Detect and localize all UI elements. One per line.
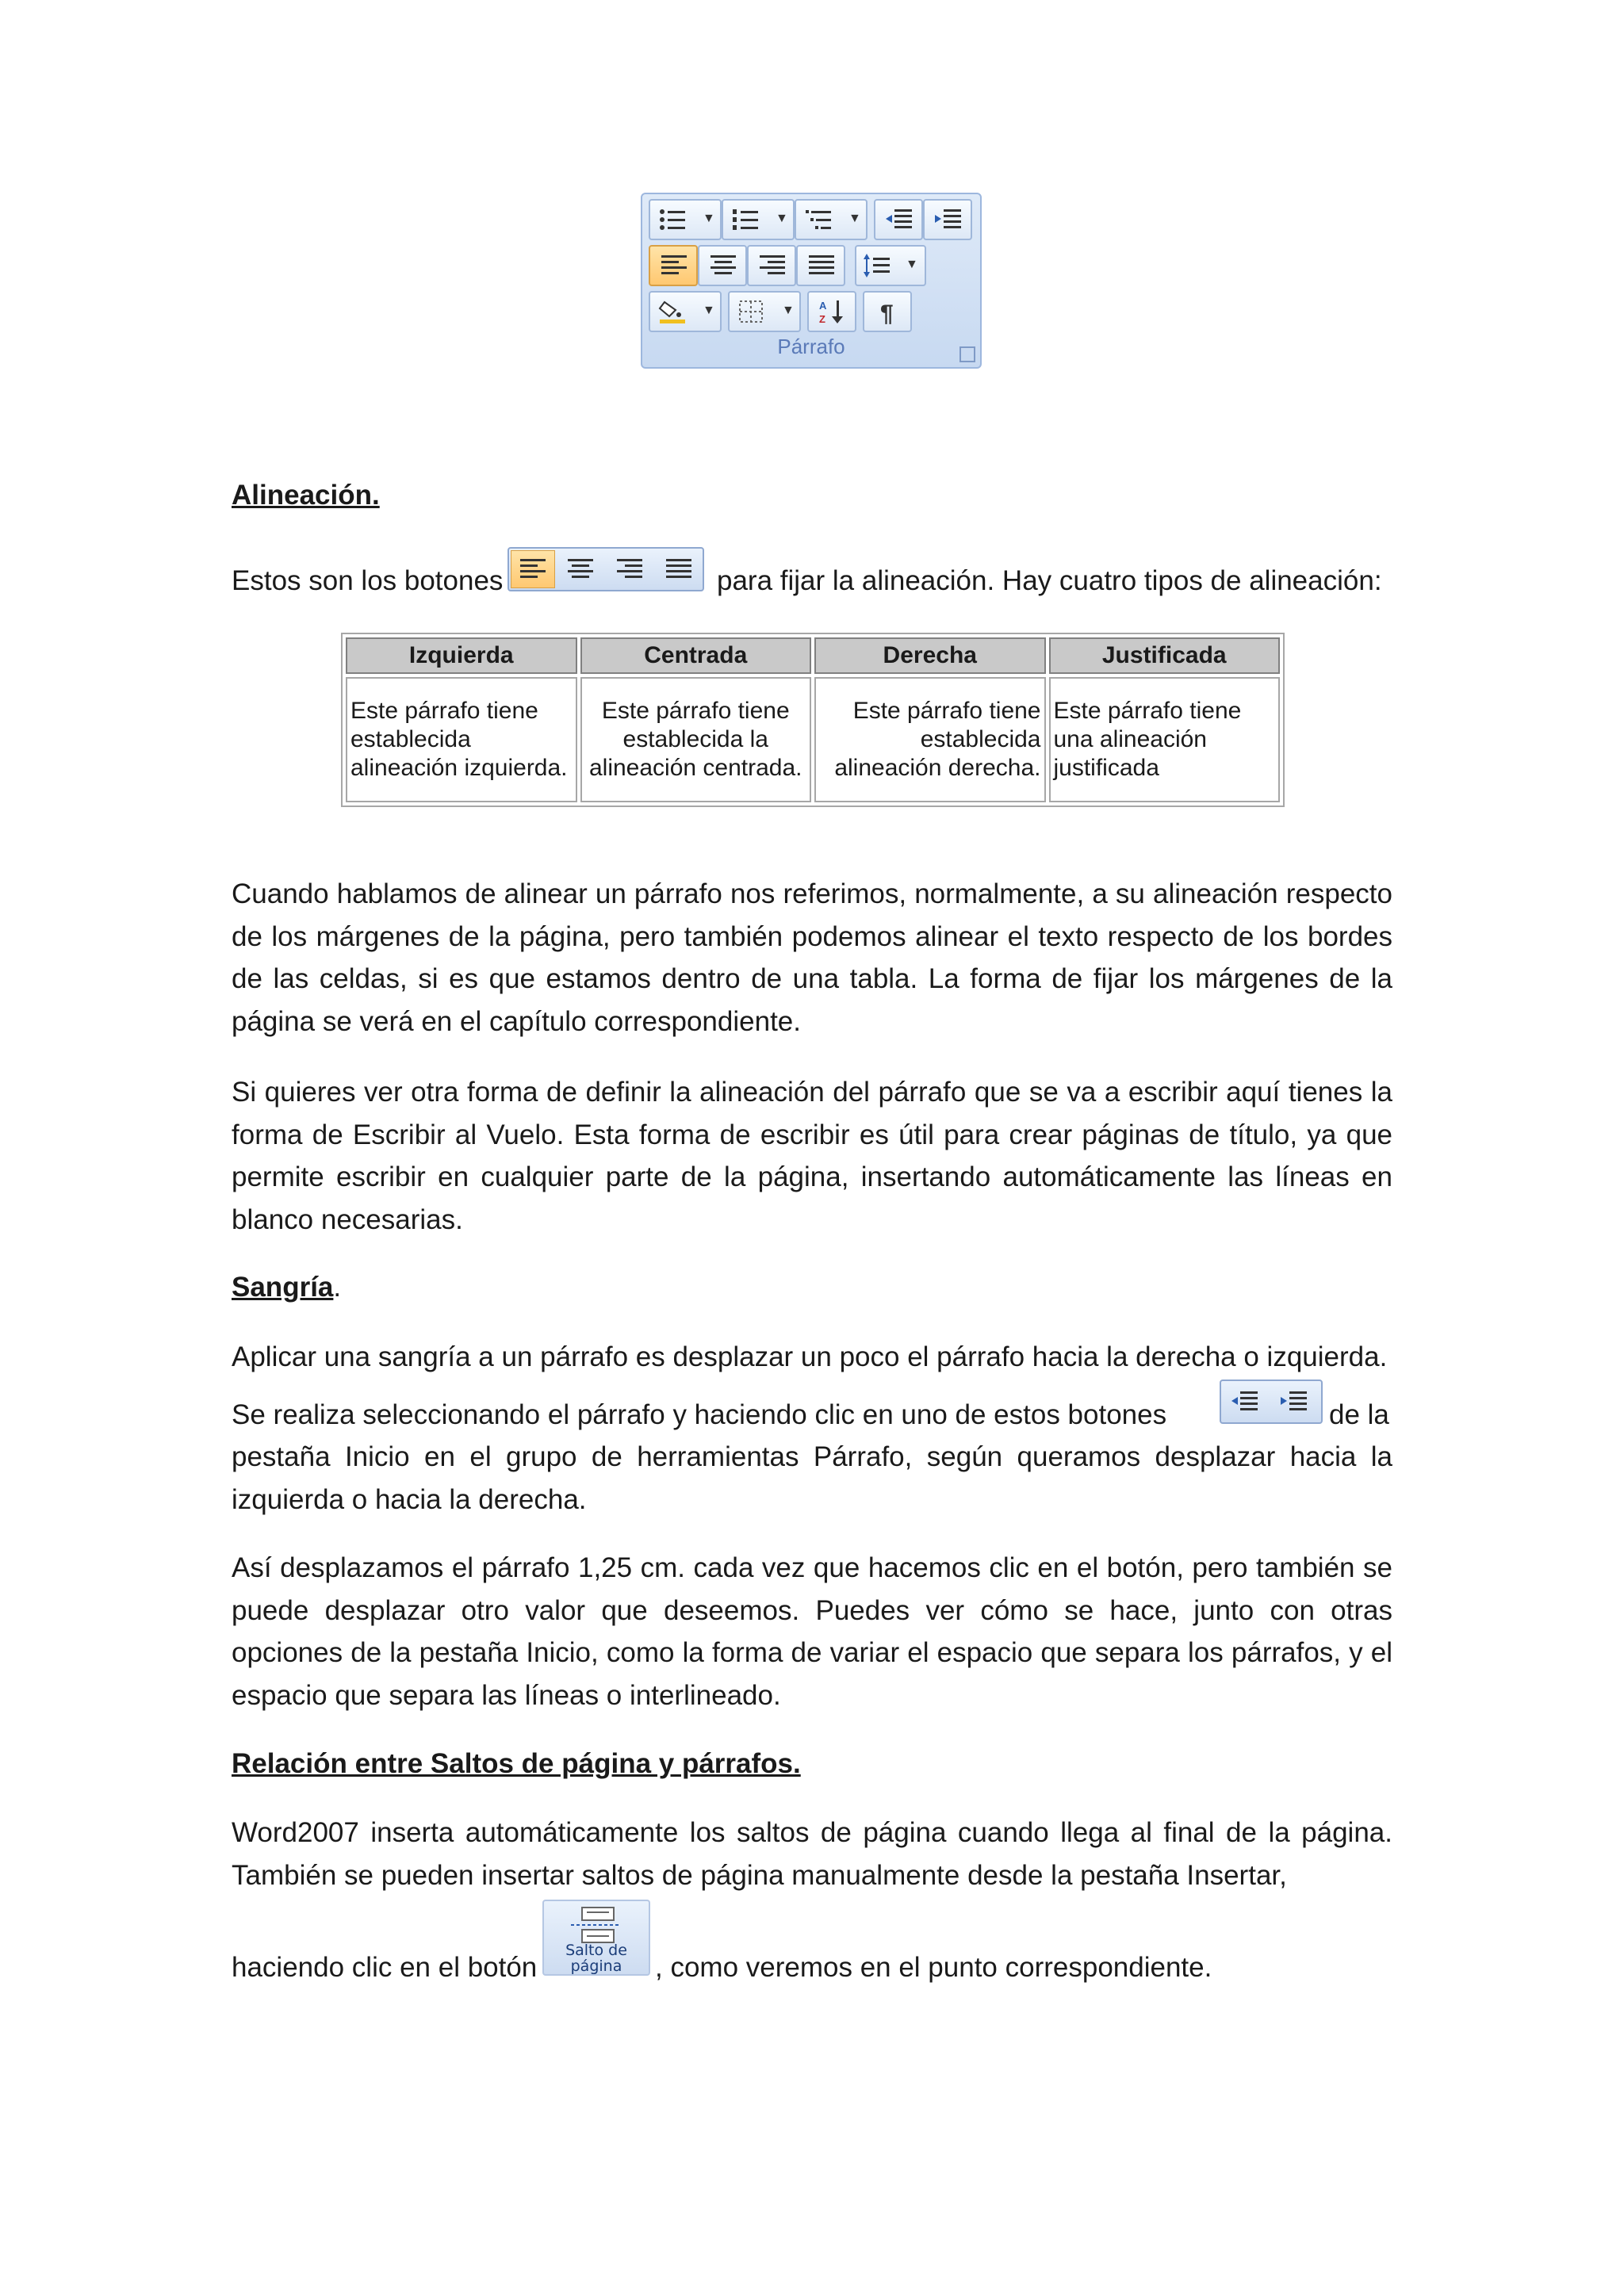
alignment-intro-before: Estos son los botones [232,565,504,596]
svg-text:A: A [819,300,827,312]
table-header: Derecha [814,637,1046,674]
heading-indent-text: Sangría [232,1272,334,1303]
borders-button[interactable] [728,291,801,332]
multilevel-list-icon [804,207,833,232]
heading-indent [232,1266,1392,1309]
table-header: Centrada [580,637,812,674]
bullets-button[interactable] [649,199,722,240]
ribbon-group-label: Párrafo [777,335,845,358]
table-cell-center: Este párrafo tiene establecida la alineación centrada. [580,677,812,802]
page-break-label-line-1: Salto de [565,1942,627,1959]
indent-buttons-image [1220,1380,1323,1424]
paragraph: Si quieres ver otra forma de definir la alineación del párrafo que se va a escribir aquí tienes la forma de Escribir al Vuelo. Esta forma de escribir es útil para crear páginas de título, ya que permite escribir en cualquier parte de la página, insertando automáticamente las líneas en blanco necesarias. [232,1077,1392,1235]
chevron-down-icon: ▼ [848,212,861,225]
shading-button[interactable] [649,291,722,332]
indent-text-after-icon: de la [1329,1399,1389,1430]
heading-page-breaks: Relación entre Saltos de página y párrafos. [232,1748,801,1779]
align-right-icon [615,557,644,582]
align-center-icon [566,557,595,582]
align-right-icon [758,253,787,278]
dialog-launcher-icon[interactable] [959,346,975,362]
line-spacing-button[interactable] [855,245,926,286]
table-header: Izquierda [346,637,577,674]
borders-icon [737,299,766,324]
sort-az-icon [818,299,847,324]
paint-bucket-icon [658,299,687,324]
table-cell-left: Este párrafo tiene establecida alineación izquierda. [346,677,577,802]
chevron-down-icon: ▼ [776,212,788,225]
justify-icon [665,557,693,582]
align-left-icon [660,253,688,278]
increase-indent-button[interactable] [923,199,972,240]
show-formatting-button[interactable] [863,291,912,332]
paragraph: pestaña Inicio en el grupo de herramientas Párrafo, según queramos desplazar hacia la izquierda o hacia la derecha. [232,1441,1392,1515]
increase-indent-icon [934,207,963,232]
alignment-buttons-image [508,547,704,591]
decrease-indent-icon [885,207,914,232]
chevron-down-icon: ▼ [782,304,795,317]
alignment-types-table [341,633,1285,807]
multilevel-list-button[interactable] [795,199,868,240]
page-break-text-after: , como veremos en el punto correspondiente. [655,1952,1212,1983]
page-break-text-before: haciendo clic en el botón [232,1952,538,1983]
chevron-down-icon: ▼ [906,258,918,271]
heading-alignment: Alineación. [232,480,380,511]
align-left-icon [519,557,547,582]
svg-text:¶: ¶ [880,300,894,324]
align-left-button[interactable] [649,245,698,286]
paragraph: Aplicar una sangría a un párrafo es desplazar un poco el párrafo hacia la derecha o izquierda. [232,1341,1388,1372]
justify-icon [807,253,836,278]
pilcrow-icon [874,299,902,324]
sort-button[interactable] [807,291,856,332]
decrease-indent-icon [1231,1389,1259,1414]
decrease-indent-button[interactable] [874,199,923,240]
line-spacing-icon [863,253,891,278]
page-break-label-line-2: página [570,1957,622,1975]
page-break-icon [568,1906,623,1944]
alignment-intro-after: para fijar la alineación. Hay cuatro tipos de alineación: [717,565,1382,596]
page-break-button-label [544,1942,649,1974]
table-cell-justify: Este párrafo tiene una alineación justificada [1049,677,1281,802]
chevron-down-icon: ▼ [703,304,715,317]
paragraph-ribbon-group [641,193,982,369]
increase-indent-icon [1280,1389,1308,1414]
align-center-icon [709,253,737,278]
svg-text:Z: Z [819,313,825,324]
paragraph: Word2007 inserta automáticamente los saltos de página cuando llega al final de la página. También se pueden insertar saltos de página manualmente desde la pestaña Insertar, [232,1817,1392,1891]
table-header: Justificada [1049,637,1281,674]
chevron-down-icon: ▼ [703,212,715,225]
paragraph: Cuando hablamos de alinear un párrafo nos referimos, normalmente, a su alineación respecto de los márgenes de la página, pero también podemos alinear el texto respecto de los bordes de las celdas, si es que estamos dentro de una tabla. La forma de fijar los márgenes de la página se verá en el capítulo correspondiente. [232,878,1392,1037]
numbering-icon [731,207,760,232]
align-center-button[interactable] [698,245,747,286]
indent-text-before-icon: Se realiza seleccionando el párrafo y haciendo clic en uno de estos botones [232,1399,1167,1430]
numbering-button[interactable] [722,199,795,240]
paragraph: Así desplazamos el párrafo 1,25 cm. cada vez que hacemos clic en el botón, pero también se puede desplazar otro valor que deseemos. Puedes ver cómo se hace, junto con otras opciones de la pestaña Inicio, como la forma de variar el espacio que separa los párrafos, y el espacio que separa las líneas o interlineado. [232,1552,1392,1711]
page-break-button[interactable] [542,1900,650,1976]
heading-indent-suffix: . [333,1272,342,1303]
table-cell-right: Este párrafo tiene establecida alineación derecha. [814,677,1046,802]
justify-button[interactable] [796,245,845,286]
bullets-icon [658,207,687,232]
align-right-button[interactable] [747,245,796,286]
